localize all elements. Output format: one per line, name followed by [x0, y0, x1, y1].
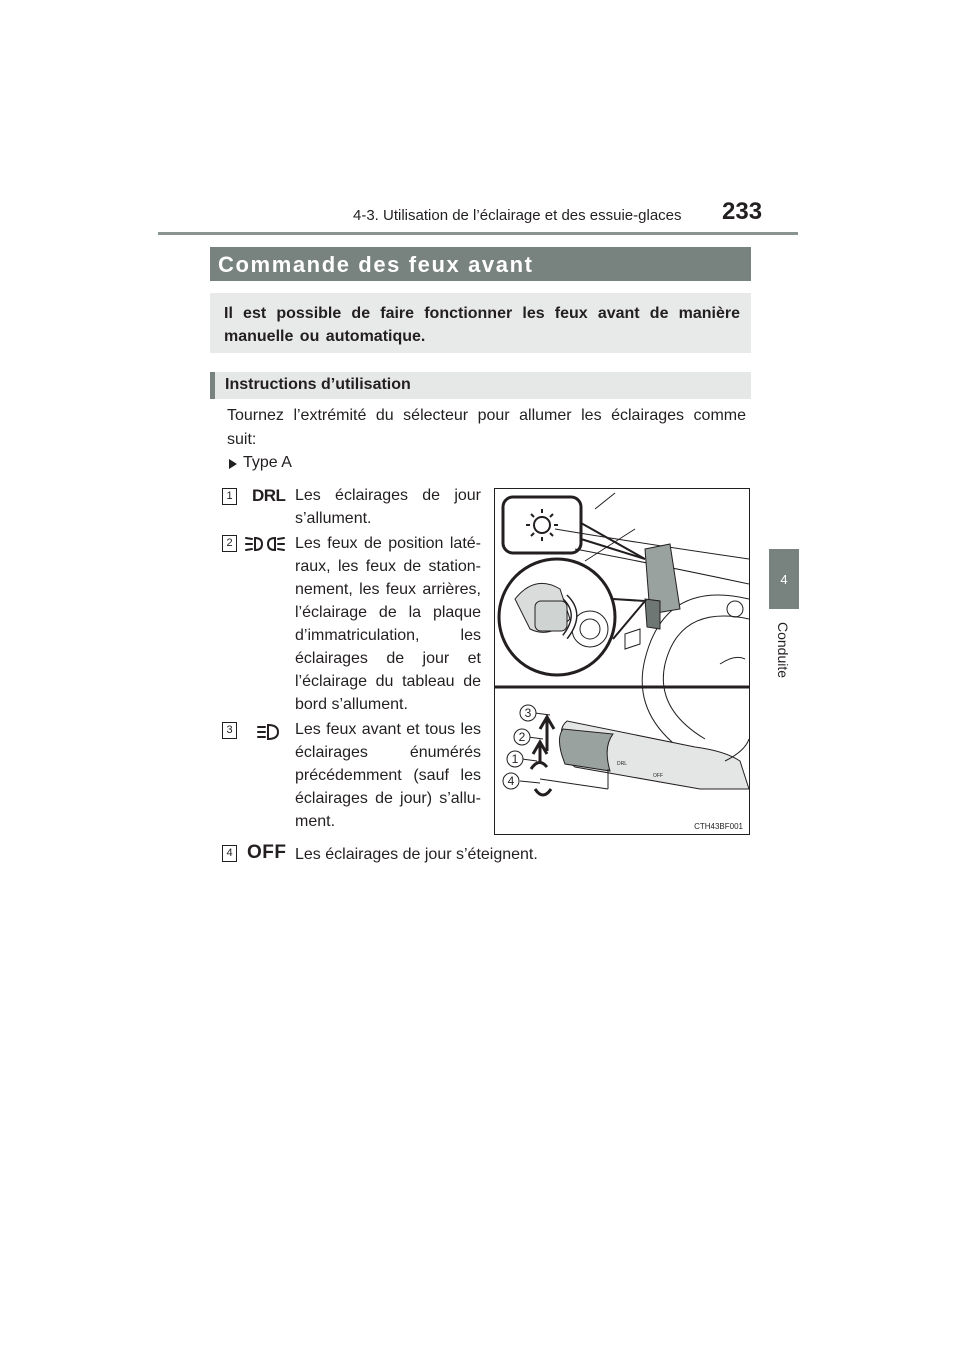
callout-4: 4 [507, 774, 515, 788]
headlight-switch-illustration [494, 488, 750, 835]
intro-box [210, 293, 751, 353]
switch-label-drl: DRL [616, 761, 628, 767]
illustration-code: CTH43BF001 [694, 822, 743, 831]
arrow-bullet-icon [229, 459, 237, 469]
section-heading-bar [210, 372, 751, 399]
item-text: Les éclairages de jour s’allument. [295, 487, 481, 527]
chapter-tab-label: Conduite [775, 621, 791, 679]
side-lights-icon [244, 534, 286, 554]
item-text: Les éclairages de jour s’éteignent. [295, 846, 538, 863]
illustration-drawing [495, 489, 749, 834]
intro-text: Il est possible de faire fonctionner les feux avant de manière manuelle ou automatique. [224, 305, 740, 345]
callout-2: 2 [518, 730, 526, 744]
page-title: Commande des feux avant [218, 252, 534, 277]
item-number-badge: 1 [222, 488, 237, 505]
body-paragraph: Tournez l’extrémité du sélecteur pour allumer les éclairages comme suit: [227, 407, 746, 448]
item-text: Les feux de position laté-raux, les feux de station-nement, les feux arrières, l’éclairage de la plaque d’immatriculation, les éclairages de jour et l’éclairage du tableau de bord s’allument. [295, 535, 481, 713]
type-label: Type A [243, 454, 292, 471]
page-number: 233 [722, 198, 763, 225]
page-title-bar [210, 247, 751, 281]
item-number-badge: 4 [222, 845, 237, 862]
headlight-icon [256, 722, 280, 742]
item-number-badge: 2 [222, 535, 237, 552]
section-heading-accent [210, 372, 215, 399]
header-divider [158, 232, 798, 235]
chapter-tab: 4 [769, 549, 799, 609]
section-heading: Instructions d’utilisation [225, 376, 411, 393]
callout-1: 1 [511, 752, 519, 766]
switch-label-off: OFF [653, 773, 663, 779]
callout-3: 3 [524, 706, 532, 720]
item-number-badge: 3 [222, 722, 237, 739]
drl-icon: DRL [252, 486, 286, 505]
off-icon: OFF [247, 842, 287, 863]
item-text: Les feux avant et tous les éclairages énumérés précédemment (sauf les éclairages de jour) s’allu-ment. [295, 721, 481, 830]
header-section-title: 4-3. Utilisation de l’éclairage et des essuie-glaces [353, 207, 682, 224]
